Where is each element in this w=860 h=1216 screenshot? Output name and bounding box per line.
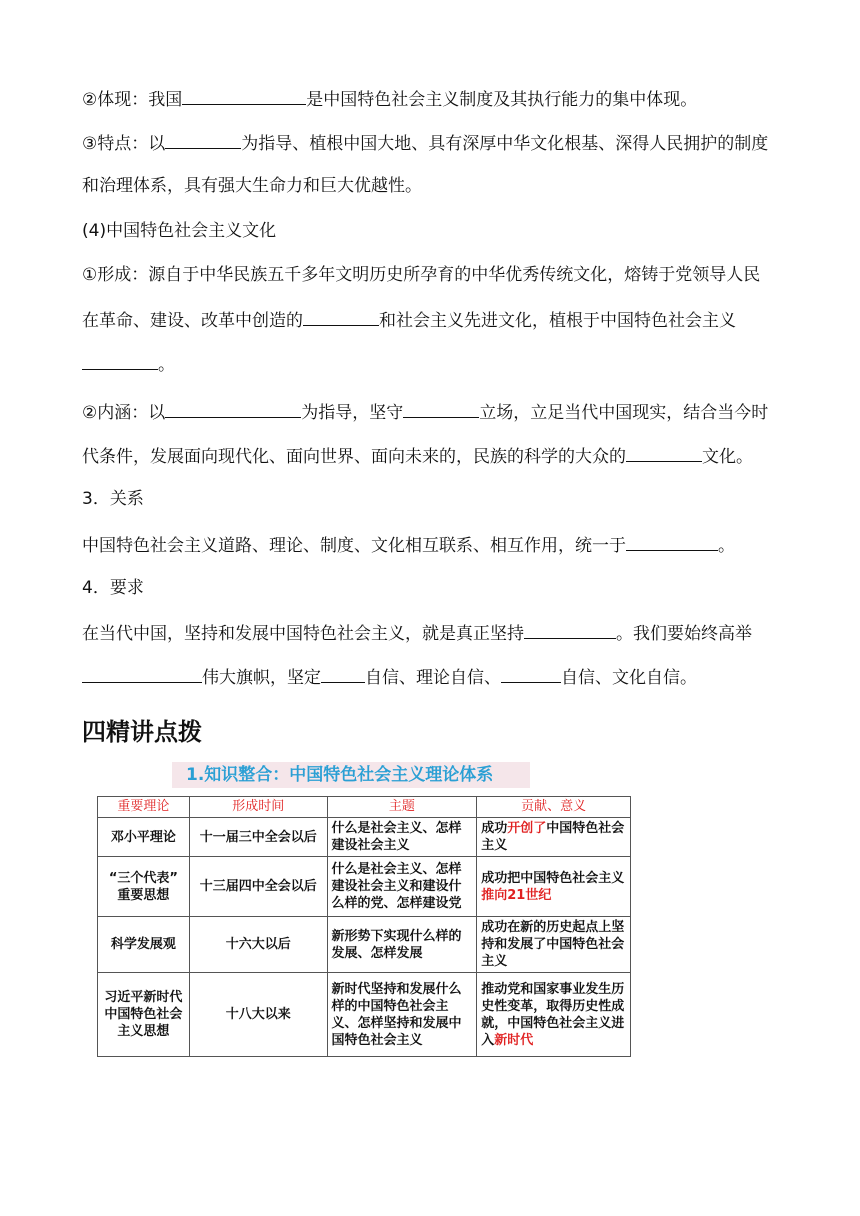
cell-significance: [477, 857, 631, 917]
line-requirement: [82, 620, 752, 646]
table-row: [98, 973, 631, 1057]
text: 自信、理论自信、: [365, 668, 501, 688]
fill-blank: [501, 664, 561, 683]
fill-blank: [303, 307, 379, 326]
line-formation-end: [82, 351, 175, 377]
fill-blank: [165, 399, 301, 418]
text: 主义思想: [117, 1024, 170, 1039]
header-significance: 贡献、意义: [477, 797, 631, 818]
text: 。我们要始终高举: [616, 624, 752, 644]
line-feature: [82, 130, 768, 156]
fill-blank: [165, 130, 241, 149]
text: ②内涵：以: [82, 403, 166, 423]
text: 推动党和国家事业发生历史性变革，取得历史性成就，中国特色社会主义进入: [481, 981, 625, 1048]
text: 代条件，发展面向现代化、面向世界、面向未来的，民族的科学的大众的: [82, 447, 626, 467]
text: 中国特色社会主义: [481, 821, 625, 853]
fill-blank: [524, 620, 616, 639]
text: 是中国特色社会主义制度及其执行能力的集中体现。: [306, 90, 698, 110]
line-feature-cont: 和治理体系，具有强大生命力和巨大优越性。: [82, 176, 422, 196]
line-connotation-cont: [82, 443, 753, 469]
highlight-text: 开创了: [507, 821, 547, 836]
line-connotation: [82, 399, 768, 425]
line-relation-heading: 3．关系: [82, 489, 144, 509]
line-relation: [82, 532, 735, 558]
table-row: [98, 818, 631, 857]
line-culture-heading: (4)中国特色社会主义文化: [82, 221, 277, 241]
cell-significance: [477, 973, 631, 1057]
fill-blank: [321, 664, 365, 683]
cell-time: 十三届四中全会以后: [189, 857, 327, 917]
line-requirement-cont: [82, 664, 697, 690]
cell-theory: 邓小平理论: [98, 818, 190, 857]
section-heading: 四精讲点拨: [82, 718, 202, 746]
header-theme: 主题: [327, 797, 477, 818]
cell-significance: [477, 818, 631, 857]
fill-blank: [82, 664, 202, 683]
fill-blank: [82, 351, 158, 370]
cell-theme: 新形势下实现什么样的发展、怎样发展: [327, 917, 477, 973]
cell-significance: 成功在新的历史起点上坚持和发展了中国特色社会主义: [477, 917, 631, 973]
fill-blank: [626, 532, 718, 551]
cell-time: 十六大以后: [189, 917, 327, 973]
header-theory: 重要理论: [98, 797, 190, 818]
line-formation-cont: [82, 307, 736, 333]
table-row: [98, 917, 631, 973]
text: 为指导，坚守: [301, 403, 404, 423]
text: 。: [718, 536, 735, 556]
highlight-text: 新时代: [494, 1032, 534, 1048]
text: 伟大旗帜，坚定: [202, 668, 321, 688]
text: 和社会主义先进文化，植根于中国特色社会主义: [379, 311, 736, 331]
line-embodiment: [82, 86, 697, 112]
cell-theme: 什么是社会主义、怎样建设社会主义: [327, 818, 477, 857]
line-requirement-heading: 4．要求: [82, 578, 144, 598]
text: 重要思想: [117, 887, 170, 903]
cell-theme: 新时代坚持和发展什么样的中国特色社会主义、怎样坚持和发展中国特色社会主义: [327, 973, 477, 1057]
text: 为指导、植根中国大地、具有深厚中华文化根基、深得人民拥护的制度: [241, 134, 769, 154]
table-row: [98, 857, 631, 917]
fill-blank: [403, 399, 479, 418]
text: “三个代表”: [108, 870, 178, 886]
cell-theory: 科学发展观: [98, 917, 190, 973]
cell-time: 十一届三中全会以后: [189, 818, 327, 857]
table-header-row: [98, 797, 631, 818]
fill-blank: [626, 443, 702, 462]
text: ②体现：我国: [82, 90, 183, 110]
text: 立场，立足当代中国现实，结合当今时: [479, 403, 769, 423]
text: 文化。: [702, 447, 753, 467]
table-title: 1.知识整合：中国特色社会主义理论体系: [172, 762, 530, 788]
text: 。: [158, 355, 175, 375]
cell-theory: [98, 857, 190, 917]
text: ③特点：以: [82, 134, 166, 154]
cell-theme: 什么是社会主义、怎样建设社会主义和建设什么样的党、怎样建设党: [327, 857, 477, 917]
line-formation: ①形成：源自于中华民族五千多年文明历史所孕育的中华优秀传统文化，熔铸于党领导人民: [82, 265, 761, 285]
text: 在当代中国，坚持和发展中国特色社会主义，就是真正坚持: [82, 624, 524, 644]
text: 自信、文化自信。: [561, 668, 697, 688]
cell-time: 十八大以来: [189, 973, 327, 1057]
theory-table: [97, 796, 631, 1057]
cell-theory: [98, 973, 190, 1057]
fill-blank: [182, 86, 306, 105]
header-time: 形成时间: [189, 797, 327, 818]
text: 在革命、建设、改革中创造的: [82, 311, 303, 331]
text: 成功把中国特色社会主义: [481, 870, 625, 886]
text: 中国特色社会主义道路、理论、制度、文化相互联系、相互作用，统一于: [82, 536, 626, 556]
highlight-text: 推向21世纪: [481, 887, 552, 903]
text: 习近平新时代: [104, 990, 183, 1005]
text: 中国特色社会: [104, 1007, 183, 1022]
text: 成功: [481, 821, 508, 836]
